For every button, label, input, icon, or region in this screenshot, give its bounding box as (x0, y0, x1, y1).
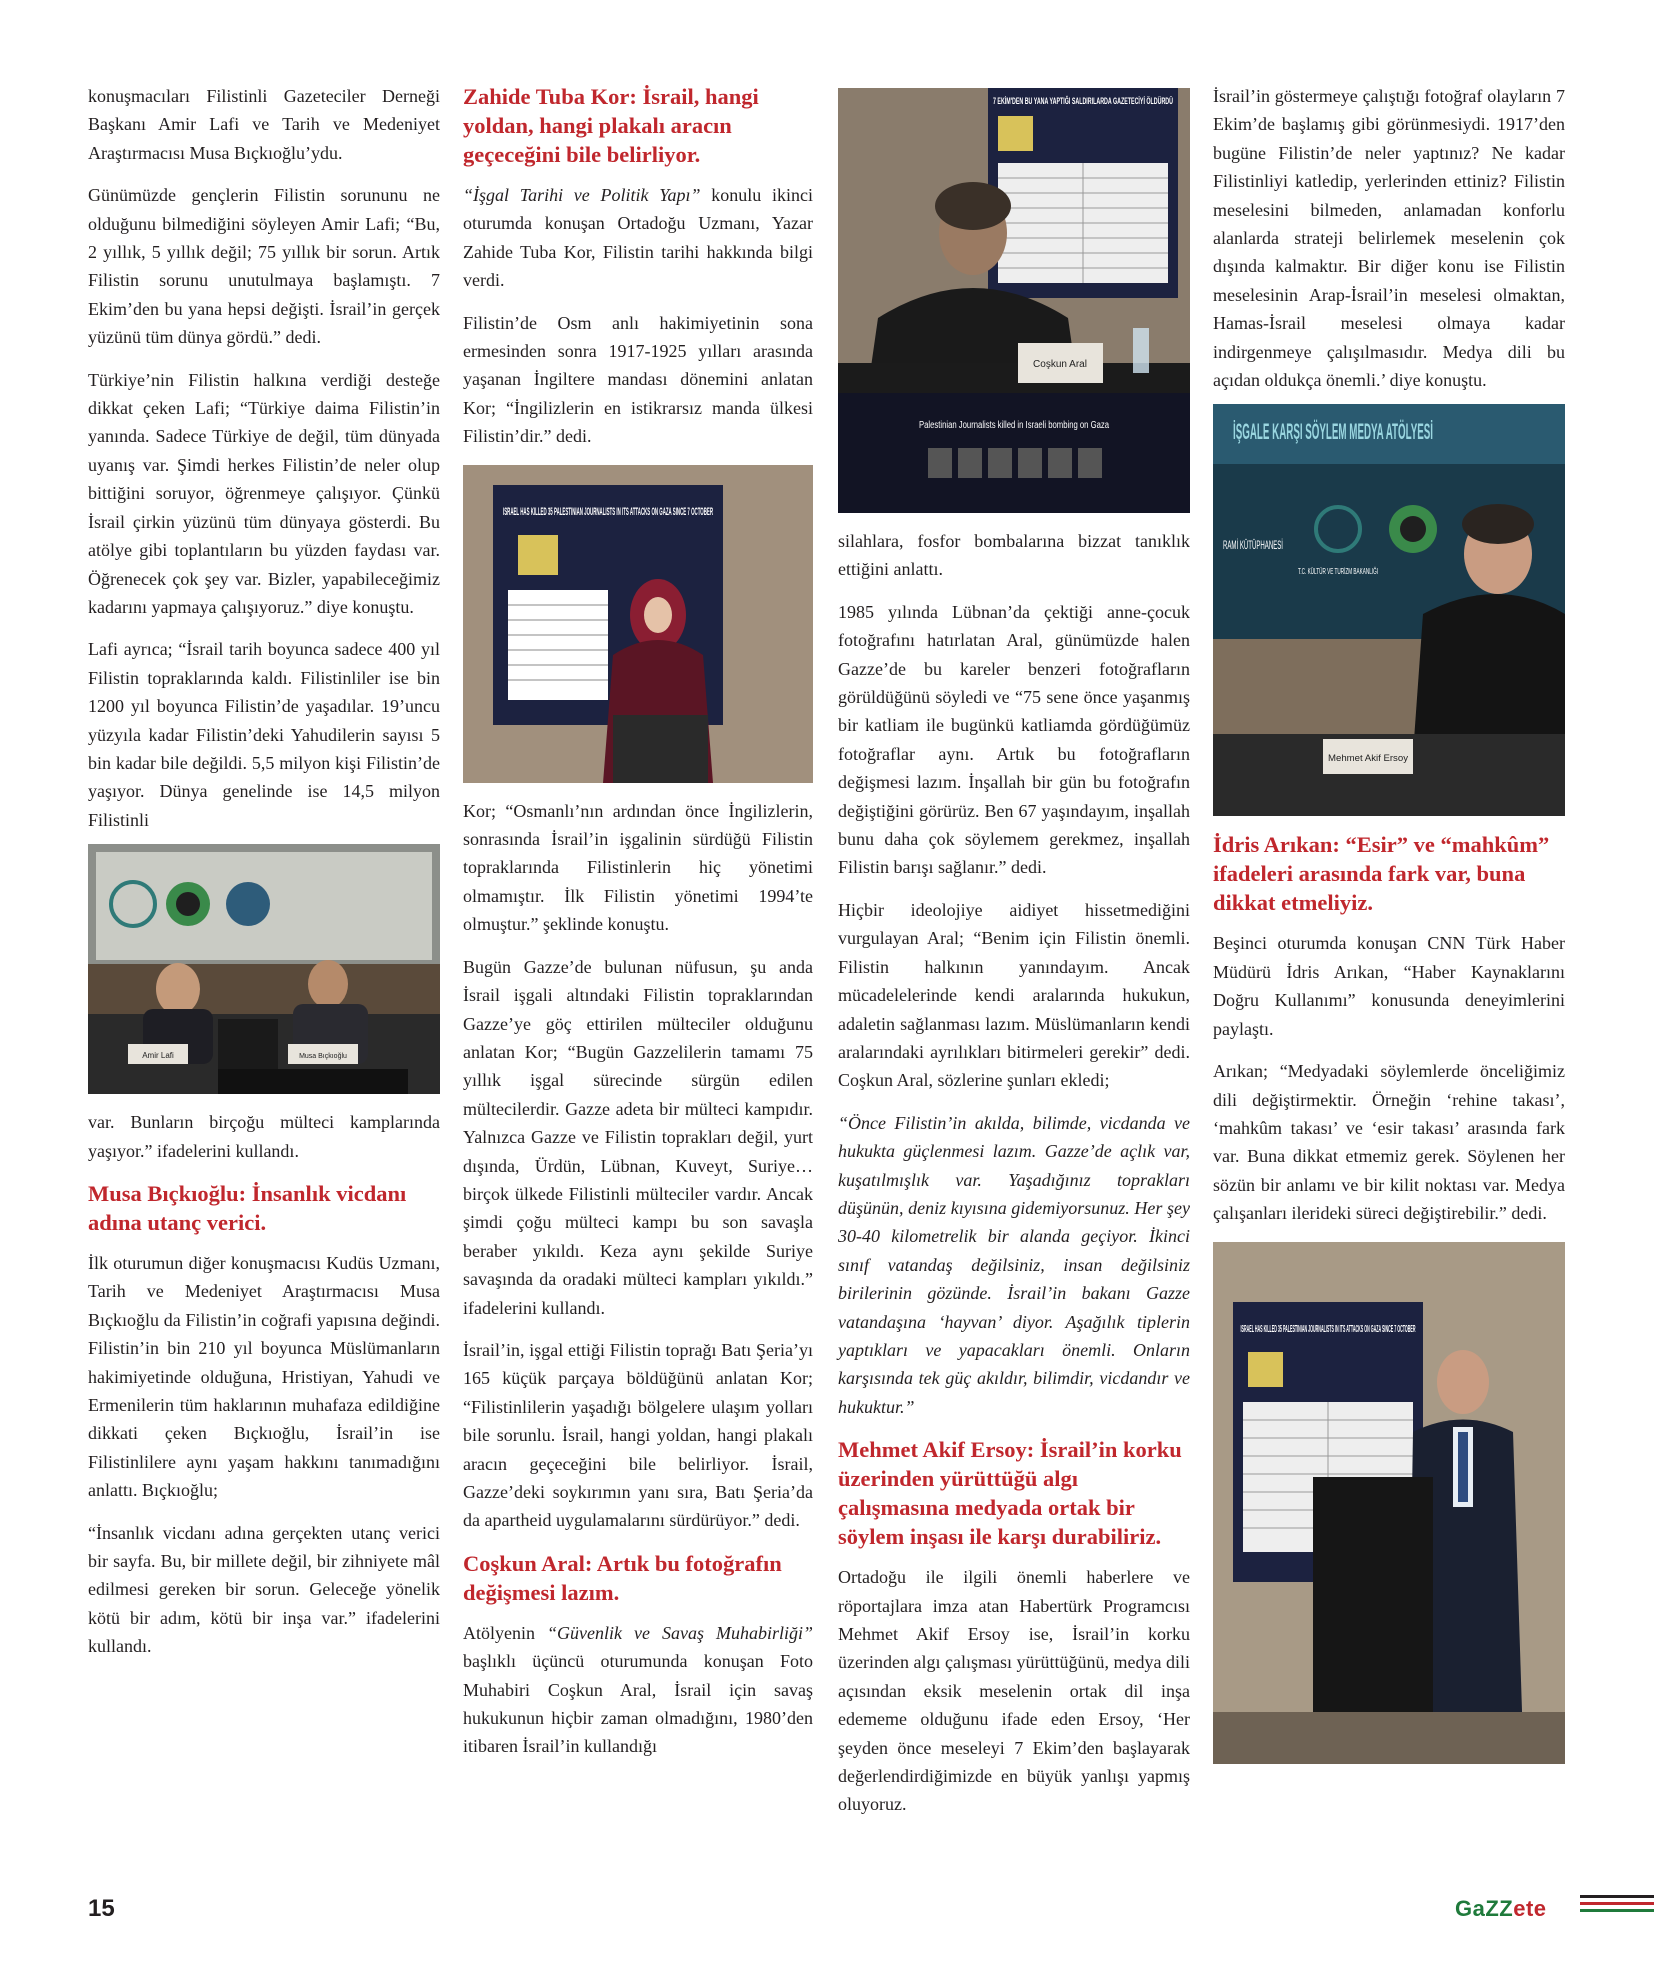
paragraph: “İnsanlık vicdanı adına gerçekten utanç verici bir sayfa. Bu, bir millete değil, bir zihniyete mâl edilmesi gereken bir sorun. Geleceğe yönelik kötü bir adım, kötü bir inşa var.” ifadelerini kullandı. (88, 1522, 440, 1657)
paragraph: İlk oturumun diğer konuşmacısı Kudüs Uzmanı, Tarih ve Medeniyet Araştırmacısı Musa Bıçkıoğlu da Filistin’in coğrafi yapısına değindi. Filistin’in bin 210 yıl boyunca Müslümanların hakimiyetinde olduğuna, Hristiyan, Yahudi ve Ermenilerin tüm haklarının muhafaza edildiğine dikkati çeken Bıçkıoğlu, İsrail’in ise Filistinlilere aynı yaşam hakkını tanımadığını anlattı. Bıçkıoğlu; (88, 1252, 440, 1501)
name-card-ersoy: Mehmet Akif Ersoy (1328, 753, 1409, 764)
paragraph: İsrail’in göstermeye çalıştığı fotoğraf olayların 7 Ekim’de başlamış gibi görünmesiydi. 1917’den bugüne Filistin’de neler yaptınız? Ne kadar Filistinliyi katledip, yerlerinden ettiniz? Filistin meselesini bilmeden, anlamadan konforlu alanlarda strateji belirlemek meselenin çok dışında kalmaktır. Bir diğer konu ise Filistin meselesinin Arap-İsrail’in meselesi olmaktan, Hamas-İsrail meselesi olmaya kadar indirgenmeye çalışılmasıdır. Medya dili bu açıdan oldukça önemli.’ diye konuştu. (1213, 86, 1565, 391)
ministry-text: T.C. KÜLTÜR VE TURİZM BAKANLIĞI (1298, 567, 1378, 577)
session-title: “İşgal Tarihi ve Politik Yapı” (463, 185, 701, 205)
paragraph: Beşinci oturumda konuşan CNN Türk Haber Müdürü İdris Arıkan, “Haber Kaynaklarını Doğru Kullanımı” konusunda deneyimlerini paylaştı. (1213, 933, 1565, 1039)
photo-ersoy-seated (1213, 404, 1565, 816)
logo-part-1: GaZZ (1455, 1896, 1514, 1921)
paragraph: 1985 yılında Lübnan’da çektiği anne-çocuk fotoğrafını hatırlatan Aral, günümüzde halen Gazze’de bu kareler benzeri fotoğrafların görüldüğünü söyledi ve “75 sene önce yaşanmış bir katliam ile bugünkü katliamda gördüğümüz fotoğraflar aynı. Artık bu fotoğrafların değişmesi lazım. İnşallah bir gün bu fotoğrafın değiştiğini görürüz. Ben 67 yaşındayım, inşallah bunu daha çok söylemem gerekmez, inşallah Filistin barışı sağlanır.” dedi. (838, 601, 1190, 878)
page-number: 15 (88, 1895, 115, 1922)
name-card-lafi: Amir Lafi (142, 1051, 174, 1061)
banner-text: ISRAEL HAS KILLED 35 PALESTINIAN JOURNALISTS IN ITS ATTACKS ON GAZA SINCE 7 OCTOBER (503, 505, 714, 518)
name-card-bickioglu: Musa Bıçkıoğlu (299, 1053, 347, 1061)
banner-text: Palestinian Journalists killed in Israeli bombing on Gaza (919, 420, 1110, 431)
paragraph: silahlara, fosfor bombalarına bizzat tanıklık ettiğini anlattı. (838, 531, 1190, 580)
stripe-green (1580, 1909, 1654, 1912)
paragraph-text: konulu ikinci oturumda konuşan Ortadoğu Uzmanı, Yazar Zahide Tuba Kor, Filistin tarihi hakkında bilgi verdi. (463, 185, 813, 291)
session-title: “Güvenlik ve Savaş Muhabirliği” (547, 1622, 813, 1643)
photo-lafi-bickioglu (88, 844, 440, 1094)
paragraph: Ortadoğu ile ilgili önemli haberlere ve röportajlara imza atan Habertürk Programcısı Mehmet Akif Ersoy ise, İsrail’in korku üzerinden algı çalışması yürüttüğünü, medya dili açısından eksik meselenin ortak dil inşa edememe olduğunu ifade eden Ersoy, ‘Her şeyden önce meseleyi 7 Ekim’den başlayarak değerlendirdiğimizde en büyük yanlışı yapmış oluyoruz. (838, 1567, 1190, 1815)
photo-kor-podium (463, 465, 813, 783)
paragraph: Arıkan; “Medyadaki söylemlerde önceliğimiz dili değiştirmektir. Örneğin ‘rehine takası’, ‘mahkûm takası’ ve ‘esir takası’ arasında fark var. Buna dikkat etmemiz gerek. Söylenen her sözün bir anlamı ve bir kilit noktası var. Medya çalışanları ilerideki süreci değiştirebilir.” dedi. (1213, 1061, 1565, 1224)
logo-part-2: ete (1513, 1896, 1547, 1921)
stripe-red (1580, 1902, 1654, 1905)
paragraph: Kor; “Osmanlı’nın ardından önce İngilizlerin, sonrasında İsrail’in işgalinin sürdüğü Filistin topraklarında Filistinlerin hiç yönetimi olmamıştır. İlk Filistin yönetimi 1994’te olmuştur.” şeklinde konuştu. (463, 800, 813, 935)
paragraph: var. Bunların birçoğu mülteci kamplarında yaşıyor.” ifadelerini kullandı. (88, 1112, 440, 1161)
paragraph: konuşmacıları Filistinli Gazeteciler Derneği Başkanı Amir Lafi ve Tarih ve Medeniyet Araştırmacısı Musa Bıçkıoğlu’ydu. (88, 86, 440, 163)
subheading: Mehmet Akif Ersoy: İsrail’in korku üzerinden yürüttüğü algı çalışmasına medyada ortak bir söylem inşası ile karşı durabiliriz. (838, 1437, 1182, 1550)
paragraph (463, 1619, 813, 1761)
subheading: Musa Bıçkıoğlu: İnsanlık vicdanı adına utanç verici. (88, 1180, 407, 1235)
stripe-black (1580, 1895, 1654, 1898)
paragraph: Türkiye’nin Filistin halkına verdiği desteğe dikkat çeken Lafi; “Türkiye daima Filistin’in yanında. Sadece Türkiye de değil, tüm dünyada uyanış var. Şimdi herkes Filistin’de neler olup bittiğini soruyor, öğrenmeye çalışıyor. Çünkü İsrail çirkin yüzünü tüm dünyaya gösterdi. Bu atölye gibi toplantıların bu yüzden faydası var. Öğrenecek çok şey var. Bizler, yapabileceğimiz kadarını yapmaya çalışıyoruz.” diye konuştu. (88, 369, 440, 617)
column-2 (463, 82, 813, 1775)
paragraph (463, 181, 813, 295)
paragraph: İsrail’in, işgal ettiği Filistin toprağı Batı Şeria’yı 165 küçük parçaya böldüğünü anlatan Kor; “Filistinlilerin yaşadığı bölgelere ulaşım yolları bile sorunlu. İsrail, hangi yoldan, hangi plakalı aracın geçeceğini bile belirliyor. İsrail, Gazze’deki soykırımın yanı sıra, Batı Şeria’da da apartheid uygulamalarını sürdürüyor.” dedi. (463, 1339, 813, 1531)
paragraph: Bugün Gazze’de bulunan nüfusun, şu anda İsrail işgali altındaki Filistin topraklarından Gazze’ye göç ettirilen mülteciler olduğunu anlatan Kor; “Bugün Gazzelilerin tamamı 75 yıllık işgal sürecinde sürgün edilen mültecilerdir. Gazze adeta bir mülteci kampıdır. Yalnızca Gazze ve Filistin toprakları değil, yurt dışında, Ürdün, Lübnan, Kuveyt, Suriye… birçok ülkede Filistinli mülteciler vardır. Ancak şimdi çoğu mülteci kampı bu son savaşla beraber yıkıldı. Keza aynı şekilde Suriye savaşında da oradaki mülteci kampları yıkıldı.” ifadelerini kullandı. (463, 956, 813, 1318)
banner-text: 7 EKİM'DEN BU YANA YAPTIĞI SALDIRILARDA GAZETECİYİ ÖLDÜRDÜ (993, 96, 1298, 106)
column-4 (1213, 82, 1565, 1778)
subheading: Zahide Tuba Kor: İsrail, hangi yoldan, hangi plakalı aracın geçeceğini bile belirliyor. (463, 84, 759, 167)
column-1 (88, 82, 440, 1675)
banner-text: İŞGALE KARŞI SÖYLEM MEDYA ATÖLYESİ (1233, 419, 1433, 445)
magazine-logo (1455, 1896, 1547, 1922)
name-card-aral: Coşkun Aral (1033, 359, 1087, 370)
quote: “Önce Filistin’in akılda, bilimde, vicdanda ve hukukta güçlenmesi lazım. Gazze’de açlık var, kuşatılmışlık var. Yaşadığınız toprakları düşünün, deniz kıyısına gidemiyorsunuz. Her şey 30-40 kilometrelik bir alanda geçiyor. İkinci sınıf vatandaş değilsiniz, insan değilsiniz birilerinin gözünde. İsrail’in bakanı Gazze vatandaşına ‘hayvan’ diyor. Aşağılık tiplerin yaptıkları ve yapacakları önemli. Onların karşısında tek güç akıldır, bilimdir, vicdandır ve hukuktur.” (838, 1112, 1190, 1417)
paragraph: Günümüzde gençlerin Filistin sorununu ne olduğunu bilmediğini söyleyen Amir Lafi; “Bu, 2 yıllık, 5 yıllık değil; 75 yıllık bir sorun. Artık Filistin sorunu unutulmaya başlamıştı. 7 Ekim’den bu yana hepsi değişti. İsrail’in gerçek yüzünü tüm dünya gördü.” dedi. (88, 185, 440, 348)
subheading: İdris Arıkan: “Esir” ve “mahkûm” ifadeleri arasında fark var, buna dikkat etmeliyiz. (1213, 832, 1550, 916)
paragraph: Filistin’de Osm anlı hakimiyetinin sona ermesinden sonra 1917-1925 yılları arasında yaşanan İngiltere mandası dönemini anlatan Kor; “İngilizlerin en istikrarsız manda ülkesi Filistin’dir.” dedi. (463, 312, 813, 447)
photo-aral (838, 88, 1298, 513)
paragraph: Lafi ayrıca; “İsrail tarih boyunca sadece 400 yıl Filistin topraklarında kaldı. Filistinliler ise bin 1200 yıl boyunca Filistin’de yaşadılar. 19’uncu yüzyıla kadar Filistin’deki Yahudilerin sayısı 5 bin kadar bile değildi. 5,5 milyon kişi Filistin’de yaşıyor. Dünya genelinde ise 14,5 milyon Filistinli (88, 639, 440, 830)
banner-text: ISRAEL HAS KILLED 35 PALESTINIAN JOURNALISTS IN ITS ATTACKS ON GAZA SINCE 7 OCTOBER (1240, 1323, 1416, 1335)
photo-arikan-podium (1213, 1242, 1565, 1764)
paragraph-text: başlıklı üçüncü oturumunda konuşan Foto Muhabiri Coşkun Aral, İsrail için savaş hukukunun hiçbir zaman olmadığını, 1980’den itibaren İsrail’in kullandığı (463, 1651, 813, 1757)
paragraph: Hiçbir ideolojiye aidiyet hissetmediğini vurgulayan Aral; “Benim için Filistin önemli. Filistin halkının yanındayım. Ancak mücadelelerinde kendi aralarında hukukun, adaletin sağlanması lazım. Müslümanların kendi aralarındaki ayrılıkları bitirmeleri gerekir” dedi. Coşkun Aral, sözlerine şunları ekledi; (838, 899, 1190, 1091)
rami-logo-text: RAMİ KÜTÜPHANESİ (1223, 538, 1283, 553)
flag-stripes (1580, 1895, 1654, 1916)
subheading: Coşkun Aral: Artık bu fotoğrafın değişmesi lazım. (463, 1550, 782, 1605)
paragraph-text: Atölyenin (463, 1622, 547, 1643)
